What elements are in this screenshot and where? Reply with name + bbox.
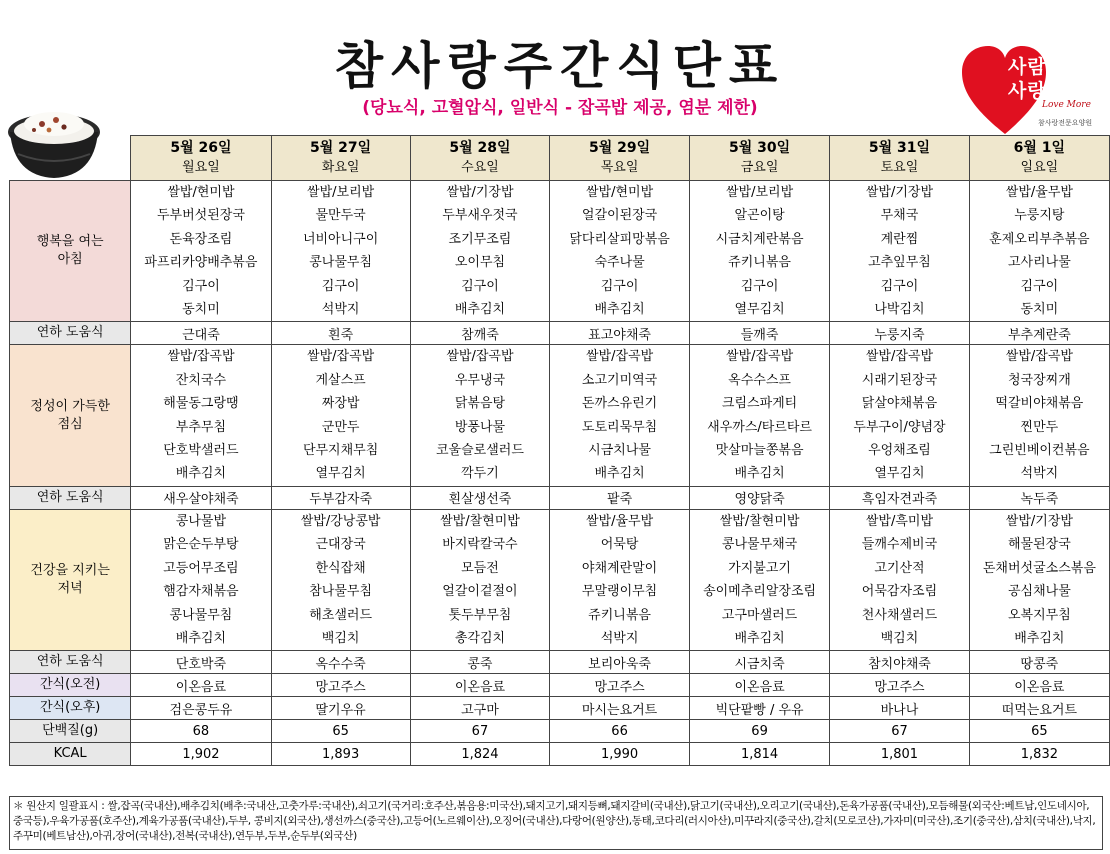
menu-item: 김구이	[880, 278, 919, 294]
menu-item: 참나물무침	[309, 584, 373, 600]
soft-diet-item: 영양닭죽	[689, 486, 829, 509]
soft-diet-item: 표고야채죽	[550, 322, 690, 345]
snack-pm-value: 떠먹는요거트	[969, 697, 1109, 720]
dinner-cell	[830, 509, 970, 650]
menu-item: 쌀밥/기장밥	[446, 185, 514, 200]
date-label: 6월 1일	[1013, 140, 1066, 156]
menu-item: 물만두국	[315, 208, 366, 224]
menu-item: 공심채나물	[1007, 584, 1071, 600]
menu-item: 코울슬로샐러드	[435, 443, 524, 459]
menu-item: 쌀밥/율무밥	[1005, 185, 1073, 200]
menu-item: 얼갈이겉절이	[442, 584, 518, 600]
menu-item: 열무김치	[734, 302, 785, 318]
protein-value: 67	[830, 720, 970, 743]
menu-item: 김구이	[182, 278, 220, 294]
menu-item: 떡갈비야채볶음	[995, 396, 1084, 412]
menu-item: 잔치국수	[175, 372, 227, 388]
menu-item: 고구마샐러드	[721, 607, 798, 623]
lunch-label	[10, 345, 131, 486]
dinner-cell	[271, 509, 410, 650]
page-title: 참사랑주간식단표	[334, 37, 786, 95]
soft-diet-item: 참치야채죽	[830, 651, 970, 674]
menu-item: 고등어무조림	[163, 560, 239, 576]
day-header	[271, 136, 410, 181]
menu-item: 쌀밥/잡곡밥	[446, 349, 514, 365]
date-label: 5월 31일	[868, 140, 931, 156]
kcal-row	[10, 743, 1110, 766]
snack-pm-value: 빅단팥빵 / 우유	[689, 697, 829, 720]
lunch-soft-row	[10, 486, 1110, 509]
menu-item: 쌀밥/보리밥	[725, 185, 794, 200]
dinner-label-line: 저녁	[57, 581, 83, 597]
menu-item: 열무김치	[874, 466, 925, 482]
menu-item: 모듬전	[461, 560, 499, 576]
menu-item: 두부버섯된장국	[156, 208, 245, 224]
corner-cell	[10, 136, 131, 181]
dinner-cell	[131, 509, 271, 650]
soft-diet-item: 근대죽	[131, 322, 271, 345]
menu-item: 돈까스유린기	[581, 396, 658, 412]
menu-item: 무말랭이무침	[581, 584, 658, 600]
page-subtitle: (당뇨식, 고혈압식, 일반식 - 잡곡밥 제공, 염분 제한)	[362, 98, 758, 118]
lunch-cell	[271, 345, 410, 486]
breakfast-cell	[689, 181, 829, 322]
menu-item: 닭살야채볶음	[861, 396, 938, 412]
menu-item: 쌀밥/현미밥	[585, 185, 654, 200]
menu-item: 쌀밥/잡곡밥	[307, 349, 375, 365]
lunch-label-line: 점심	[57, 416, 83, 432]
breakfast-cell	[410, 181, 549, 322]
protein-value: 69	[689, 720, 829, 743]
menu-item: 쌀밥/기장밥	[1005, 513, 1073, 529]
menu-item: 옥수수스프	[728, 372, 791, 388]
soft-diet-item: 두부감자죽	[271, 486, 410, 509]
menu-item: 석박지	[321, 302, 360, 318]
day-header	[689, 136, 829, 181]
soft-diet-label: 연하 도움식	[10, 486, 131, 509]
menu-item: 닭볶음탕	[454, 396, 506, 412]
menu-item: 새우까스/타르타르	[707, 419, 812, 435]
snack-pm-value: 딸기우유	[271, 697, 410, 720]
kcal-value: 1,990	[550, 743, 690, 766]
menu-item: 해초샐러드	[309, 607, 373, 623]
day-header	[830, 136, 970, 181]
snack-am-value: 망고주스	[271, 674, 410, 697]
day-header	[550, 136, 690, 181]
dinner-soft-row	[10, 651, 1110, 674]
snack-pm-value: 고구마	[410, 697, 549, 720]
breakfast-cell	[131, 181, 271, 322]
menu-item: 한식잡채	[315, 560, 366, 576]
kcal-value: 1,801	[830, 743, 970, 766]
kcal-value: 1,893	[271, 743, 410, 766]
dinner-cell	[410, 509, 549, 650]
menu-item: 바지락칼국수	[442, 537, 518, 553]
snack-am-value: 망고주스	[550, 674, 690, 697]
menu-item: 동치미	[182, 302, 220, 318]
menu-item: 소고기미역국	[581, 372, 658, 388]
snack-am-value: 이온음료	[969, 674, 1109, 697]
menu-item: 쌀밥/잡곡밥	[167, 349, 235, 365]
menu-item: 어묵감자조림	[861, 584, 938, 600]
menu-item: 오이무침	[454, 255, 506, 271]
day-header-row	[10, 136, 1110, 181]
menu-item: 쌀밥/강낭콩밥	[300, 513, 381, 529]
snack-pm-value: 검은콩두유	[131, 697, 271, 720]
weekday-label: 월요일	[182, 160, 220, 175]
menu-item: 콩나물무침	[169, 607, 233, 623]
lunch-cell	[689, 345, 829, 486]
lunch-label-line: 정성이 가득한	[30, 398, 110, 414]
logo-org: 참사랑전문요양원	[1038, 119, 1093, 127]
weekday-label: 화요일	[321, 160, 360, 175]
menu-item: 배추김치	[454, 302, 506, 318]
dinner-row	[10, 509, 1110, 650]
breakfast-cell	[271, 181, 410, 322]
menu-item: 쌀밥/잡곡밥	[865, 349, 934, 365]
soft-diet-item: 땅콩죽	[969, 651, 1109, 674]
lunch-row	[10, 345, 1110, 486]
soft-diet-item: 시금치죽	[689, 651, 829, 674]
menu-item: 방풍나물	[454, 419, 506, 435]
menu-item: 김구이	[1020, 278, 1059, 294]
dinner-cell	[550, 509, 690, 650]
snack-am-row	[10, 674, 1110, 697]
menu-item: 그린빈베이컨볶음	[989, 443, 1090, 459]
weekday-label: 일요일	[1020, 160, 1059, 175]
menu-item: 쌀밥/현미밥	[167, 185, 235, 200]
snack-am-value: 이온음료	[410, 674, 549, 697]
menu-item: 크림스파게티	[721, 396, 798, 412]
menu-item: 쌀밥/찰현미밥	[440, 513, 520, 529]
menu-item: 배추김치	[175, 466, 227, 482]
menu-item: 두부구이/양념장	[853, 419, 946, 435]
menu-item: 석박지	[600, 630, 639, 646]
soft-diet-item: 흑임자견과죽	[830, 486, 970, 509]
menu-item: 짜장밥	[321, 396, 360, 412]
menu-item: 배추김치	[594, 302, 645, 318]
menu-item: 쌀밥/잡곡밥	[725, 349, 794, 365]
menu-item: 오복지무침	[1007, 607, 1071, 623]
menu-item: 콩나물밥	[175, 513, 227, 529]
snack-am-value: 이온음료	[689, 674, 829, 697]
menu-item: 햄감자채볶음	[163, 584, 239, 600]
logo-line2: 사랑으로	[1008, 80, 1086, 102]
breakfast-cell	[550, 181, 690, 322]
protein-row	[10, 720, 1110, 743]
protein-value: 67	[410, 720, 549, 743]
menu-item: 계란찜	[880, 231, 919, 247]
menu-item: 배추김치	[175, 630, 227, 646]
soft-diet-item: 옥수수죽	[271, 651, 410, 674]
menu-item: 고기산적	[874, 560, 925, 576]
soft-diet-item: 누룽지죽	[830, 322, 970, 345]
menu-item: 근대장국	[315, 537, 366, 553]
menu-item: 송이메추리알장조림	[703, 584, 817, 600]
menu-item: 쌀밥/보리밥	[307, 185, 375, 200]
soft-diet-item: 참깨죽	[410, 322, 549, 345]
menu-item: 두부새우젓국	[442, 208, 518, 224]
menu-item: 파프리카양배추볶음	[144, 255, 258, 271]
menu-item: 군만두	[321, 419, 360, 435]
soft-diet-item: 흰살생선죽	[410, 486, 549, 509]
protein-value: 68	[131, 720, 271, 743]
soft-diet-label: 연하 도움식	[10, 322, 131, 345]
menu-item: 김구이	[740, 278, 779, 294]
kcal-value: 1,814	[689, 743, 829, 766]
soft-diet-label: 연하 도움식	[10, 651, 131, 674]
menu-item: 너비아니구이	[302, 231, 379, 247]
breakfast-row	[10, 181, 1110, 322]
menu-item: 김구이	[321, 278, 360, 294]
origin-footnote: ＊ 원산지 일괄표시 : 쌀,잡곡(국내산),배추김치(배추:국내산,고춧가루:국내산),쇠고기(국거리:호주산,볶음용:미국산),돼지고기,돼지등뼈,돼지갈비(국내산),닭고기(국내산),오리고기(국내산),돈육가공품(국내산),모듬해물(외국산:베트남,인도네시아,중국등),우육가공품(호주산),계육가공품(국내산),두부, 콩비지(외국산),생선까스(중국산),고등어(노르웨이산),오징어(국내산),다랑어(원양산),동태,코다리(러시아산),미꾸라지(중국산),갈치(모로코산),가자미(미국산),조기(중국산),삼치(국내산),낙지,주꾸미(베트남산),아귀,장어(국내산),전복(국내산),연두부,두부,순두부(외국산)	[9, 796, 1103, 850]
logo-line1: 사람에서	[1008, 56, 1086, 78]
soft-diet-item: 팥죽	[550, 486, 690, 509]
day-header	[410, 136, 549, 181]
dinner-label-line: 건강을 지키는	[30, 563, 110, 579]
menu-item: 얼갈이된장국	[581, 208, 658, 224]
snack-pm-value: 바나나	[830, 697, 970, 720]
breakfast-cell	[830, 181, 970, 322]
menu-item: 시래기된장국	[861, 372, 938, 388]
menu-item: 쌀밥/율무밥	[585, 513, 654, 529]
menu-item: 어묵탕	[600, 537, 639, 553]
protein-label: 단백질(g)	[10, 720, 131, 743]
menu-item: 총각김치	[454, 630, 506, 646]
menu-item: 누룽지탕	[1014, 208, 1065, 224]
menu-item: 나박김치	[874, 302, 925, 318]
protein-value: 66	[550, 720, 690, 743]
weekday-label: 수요일	[461, 160, 499, 175]
day-header	[969, 136, 1109, 181]
menu-item: 돈채버섯굴소스볶음	[982, 560, 1096, 576]
menu-item: 가지불고기	[728, 560, 791, 576]
menu-item: 들깨수제비국	[861, 537, 938, 553]
menu-item: 쌀밥/기장밥	[865, 185, 934, 200]
menu-item: 시금치계란볶음	[715, 231, 804, 247]
menu-item: 찐만두	[1020, 419, 1059, 435]
menu-item: 쌀밥/잡곡밥	[585, 349, 654, 365]
menu-item: 쌀밥/흑미밥	[865, 513, 934, 529]
breakfast-label-line: 행복을 여는	[36, 234, 104, 250]
menu-item: 알곤이탕	[734, 208, 785, 224]
weekday-label: 금요일	[740, 160, 779, 175]
menu-item: 배추김치	[1014, 630, 1065, 646]
date-label: 5월 29일	[589, 140, 651, 156]
lunch-cell	[131, 345, 271, 486]
menu-item: 천사채샐러드	[861, 607, 938, 623]
protein-value: 65	[271, 720, 410, 743]
menu-item: 쥬키니볶음	[588, 607, 651, 623]
menu-item: 김구이	[600, 278, 639, 294]
menu-item: 우엉채조림	[868, 443, 931, 459]
soft-diet-item: 흰죽	[271, 322, 410, 345]
weekday-label: 토요일	[880, 160, 919, 175]
menu-item: 동치미	[1020, 302, 1059, 318]
menu-item: 단호박샐러드	[163, 443, 239, 459]
menu-item: 해물된장국	[1007, 537, 1071, 553]
menu-item: 돈육장조림	[169, 231, 233, 247]
weekday-label: 목요일	[600, 160, 639, 175]
menu-item: 시금치나물	[588, 443, 651, 459]
menu-item: 고사리나물	[1007, 255, 1071, 271]
menu-item: 톳두부무침	[448, 607, 512, 623]
snack-am-value: 이온음료	[131, 674, 271, 697]
date-label: 5월 27일	[310, 140, 372, 156]
menu-item: 백김치	[321, 630, 360, 646]
date-label: 5월 28일	[449, 140, 511, 156]
menu-item: 훈제오리부추볶음	[989, 231, 1090, 247]
menu-table	[9, 135, 1110, 766]
menu-item: 김구이	[461, 278, 499, 294]
menu-item: 배추김치	[594, 466, 645, 482]
menu-item: 쌀밥/잡곡밥	[1005, 349, 1073, 365]
menu-item: 부추무침	[175, 419, 227, 435]
soft-diet-item: 단호박죽	[131, 651, 271, 674]
menu-item: 맑은순두부탕	[163, 537, 239, 553]
snack-am-value: 망고주스	[830, 674, 970, 697]
dinner-cell	[969, 509, 1109, 650]
breakfast-soft-row	[10, 322, 1110, 345]
soft-diet-item: 콩죽	[410, 651, 549, 674]
menu-item: 열무김치	[315, 466, 366, 482]
logo	[960, 44, 1100, 136]
menu-item: 맛살마늘쫑볶음	[715, 443, 804, 459]
snack-pm-label: 간식(오후)	[10, 697, 131, 720]
menu-item: 깍두기	[461, 466, 499, 482]
soft-diet-item: 부추계란죽	[969, 322, 1109, 345]
snack-pm-value: 마시는요거트	[550, 697, 690, 720]
date-label: 5월 26일	[170, 140, 232, 156]
soft-diet-item: 녹두죽	[969, 486, 1109, 509]
day-header	[131, 136, 271, 181]
snack-pm-row	[10, 697, 1110, 720]
menu-item: 백김치	[880, 630, 919, 646]
menu-item: 숙주나물	[594, 255, 645, 271]
snack-am-label: 간식(오전)	[10, 674, 131, 697]
menu-item: 야채계란말이	[581, 560, 658, 576]
menu-item: 무채국	[880, 208, 919, 224]
menu-item: 쥬키니볶음	[728, 255, 791, 271]
dinner-cell	[689, 509, 829, 650]
breakfast-label-line: 아침	[57, 252, 83, 268]
menu-item: 청국장찌개	[1007, 372, 1071, 388]
breakfast-label	[10, 181, 131, 322]
menu-item: 쌀밥/찰현미밥	[719, 513, 800, 529]
logo-script: Love More	[1042, 100, 1091, 110]
date-label: 5월 30일	[729, 140, 791, 156]
menu-item: 조기무조림	[448, 231, 512, 247]
protein-value: 65	[969, 720, 1109, 743]
breakfast-cell	[969, 181, 1109, 322]
lunch-cell	[830, 345, 970, 486]
soft-diet-item: 들깨죽	[689, 322, 829, 345]
soft-diet-item: 보리아욱죽	[550, 651, 690, 674]
menu-item: 단무지채무침	[302, 443, 379, 459]
menu-item: 고추잎무침	[868, 255, 931, 271]
soft-diet-item: 새우살야채죽	[131, 486, 271, 509]
lunch-cell	[550, 345, 690, 486]
kcal-label: KCAL	[10, 743, 131, 766]
menu-item: 게살스프	[315, 372, 366, 388]
menu-item: 석박지	[1020, 466, 1059, 482]
menu-item: 콩나물무침	[309, 255, 373, 271]
menu-item: 배추김치	[734, 466, 785, 482]
kcal-value: 1,824	[410, 743, 549, 766]
lunch-cell	[969, 345, 1109, 486]
menu-item: 해물동그랑땡	[163, 396, 239, 412]
menu-item: 도토리묵무침	[581, 419, 658, 435]
lunch-cell	[410, 345, 549, 486]
kcal-value: 1,832	[969, 743, 1109, 766]
menu-item: 배추김치	[734, 630, 785, 646]
kcal-value: 1,902	[131, 743, 271, 766]
menu-item: 닭다리살피망볶음	[569, 231, 670, 247]
dinner-label	[10, 509, 131, 650]
menu-item: 우무냉국	[454, 372, 506, 388]
menu-item: 콩나물무채국	[721, 537, 798, 553]
